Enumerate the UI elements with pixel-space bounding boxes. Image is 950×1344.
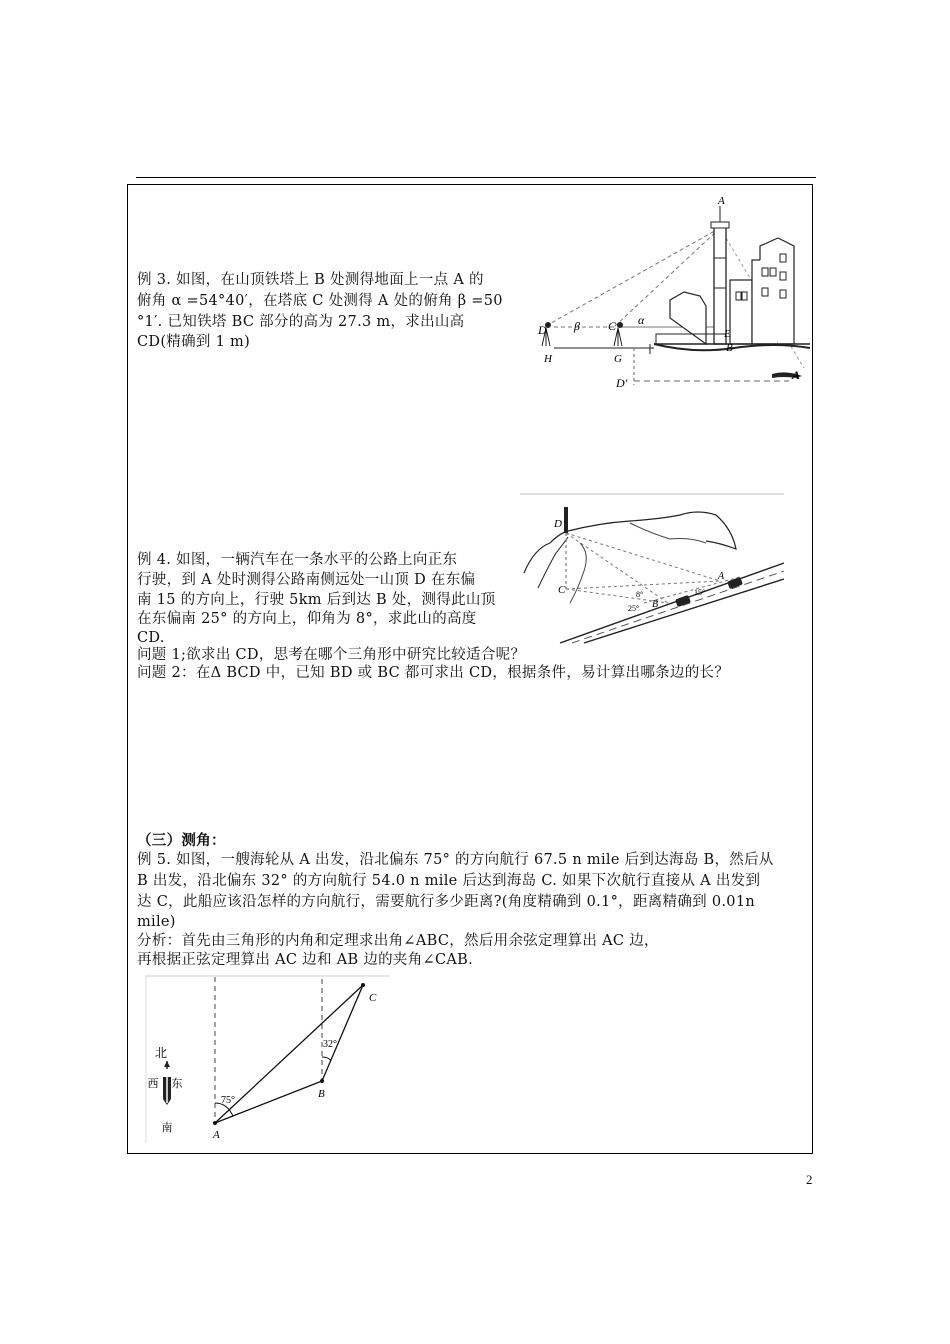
mountain-road-figure [520, 493, 784, 645]
page-number: 2 [806, 1172, 813, 1187]
ex4-line-4: 在东偏南 25° 的方向上，仰角为 8°，求此山的高度 [137, 611, 477, 627]
compass-west: 西 [147, 1078, 159, 1090]
ex4-line-5: CD. [137, 630, 165, 646]
label-b: B [652, 599, 659, 610]
angle-75-label: 75° [221, 1095, 235, 1106]
angle-32-label: 32° [323, 1039, 337, 1050]
label-15-degrees: 15° [694, 588, 706, 597]
ex5-line-3: 达 C，此船应该沿怎样的方向航行，需要航行多少距离?(角度精确到 0.1°，距离精确到 0.01n [137, 894, 755, 910]
label-25-degrees: 25° [628, 604, 640, 613]
ex3-line-4: CD(精确到 1 m) [137, 334, 251, 350]
label-c: C [608, 319, 617, 333]
point-c-label: C [369, 992, 377, 1004]
label-a: A [718, 571, 725, 582]
label-b: B [726, 342, 733, 354]
label-g: G [614, 353, 622, 365]
label-d: D [538, 323, 547, 337]
label-c: C [558, 584, 566, 596]
compass-north: 北 [154, 1046, 168, 1060]
navigation-figure [145, 975, 390, 1143]
ex4-question-1: 问题 1;欲求出 CD，思考在哪个三角形中研究比较适合呢？ [137, 647, 526, 663]
analysis-line-2: 再根据正弦定理算出 AC 边和 AB 边的夹角∠CAB. [137, 952, 474, 968]
label-beta: β [574, 319, 580, 333]
label-d: D [554, 518, 562, 530]
compass-south: 南 [161, 1122, 173, 1134]
label-a-top: A [718, 195, 725, 207]
analysis-line-1: 分析：首先由三角形的内角和定理求出角∠ABC，然后用余弦定理算出 AC 边， [137, 933, 659, 949]
label-alpha: α [638, 313, 645, 327]
label-e: E [724, 328, 731, 340]
compass-east: 东 [171, 1078, 183, 1090]
ex3-line-1: 例 3. 如图，在山顶铁塔上 B 处测得地面上一点 A 的 [137, 272, 484, 288]
label-h: H [544, 353, 552, 365]
ex5-line-4: mile) [137, 914, 176, 930]
point-a-label: A [213, 1129, 220, 1141]
section-3-heading: （三）测角： [137, 832, 226, 849]
point-b-label: B [318, 1088, 325, 1100]
ex4-line-1: 例 4. 如图，一辆汽车在一条水平的公路上向正东 [137, 552, 458, 568]
ex3-line-2: 俯角 α =54°40′，在塔底 C 处测得 A 处的俯角 β =50 [137, 293, 503, 309]
ex5-line-2: B 出发，沿北偏东 32° 的方向航行 54.0 n mile 后达到海岛 C. 如果下次航行直接从 A 出发到 [137, 873, 761, 889]
ex4-line-3: 南 15 的方向上，行驶 5km 后到达 B 处，测得此山顶 [137, 592, 496, 608]
label-8-degrees: 8° [636, 590, 644, 599]
ex3-line-3: °1′. 已知铁塔 BC 部分的高为 27.3 m，求出山高 [137, 314, 465, 330]
ex5-line-1: 例 5. 如图，一艘海轮从 A 出发，沿北偏东 75° 的方向航行 67.5 n mile 后到达海岛 B，然后从 [137, 852, 774, 868]
tower-figure [534, 188, 812, 388]
header-rule [136, 177, 816, 178]
ex4-question-2: 问题 2：在Δ BCD 中，已知 BD 或 BC 都可求出 CD，根据条件，易计算出哪条边的长？ [137, 665, 730, 681]
ex4-line-2: 行驶，到 A 处时测得公路南侧远处一山顶 D 在东偏 [137, 572, 476, 588]
label-d-prime: D′ [616, 376, 628, 388]
label-a-right: A [792, 368, 801, 382]
